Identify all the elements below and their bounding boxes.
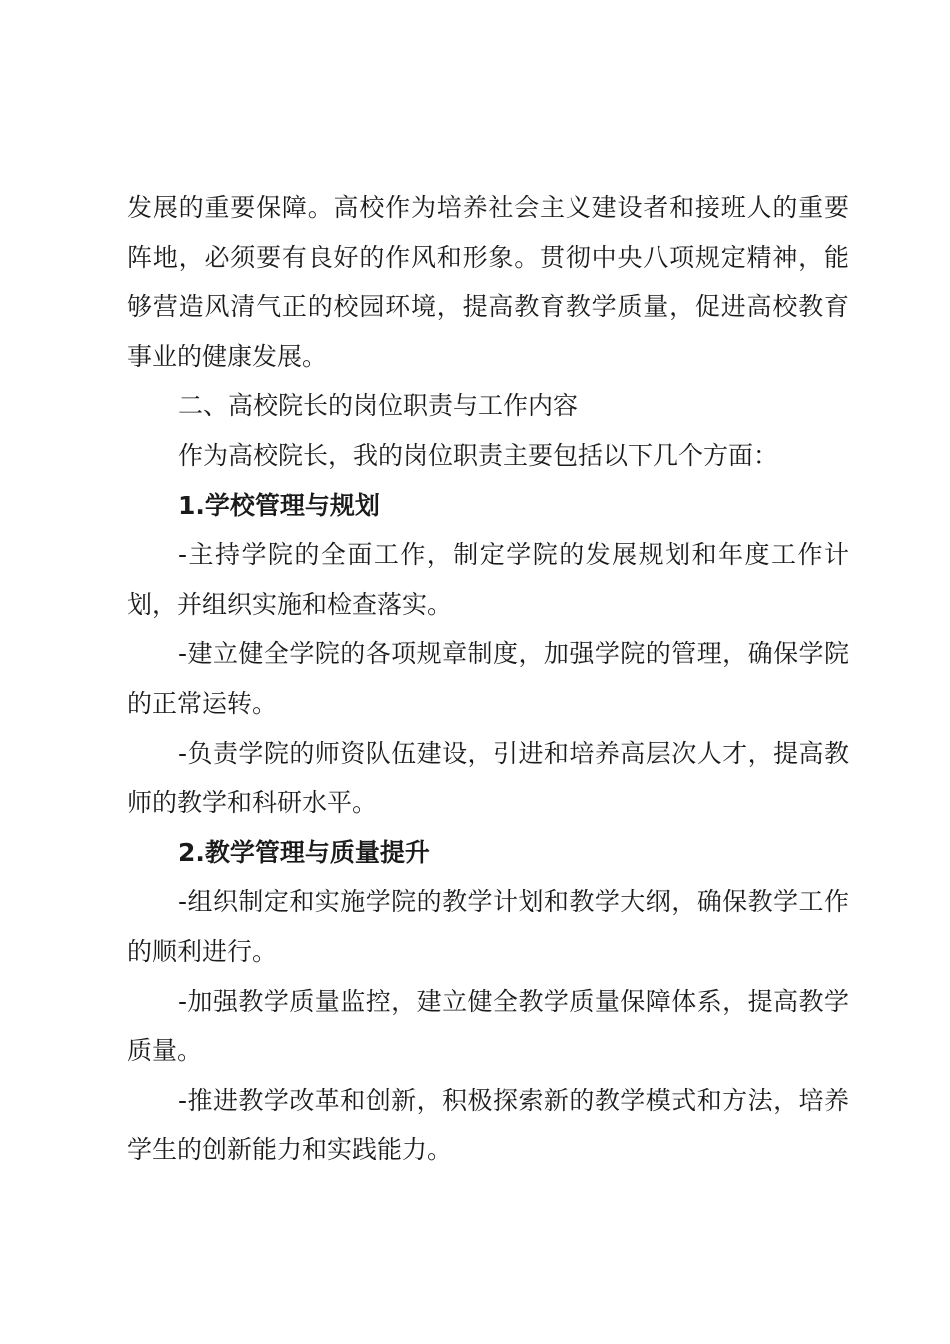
subheading-teaching-management: 2.教学管理与质量提升 xyxy=(178,837,430,867)
paragraph-duties-intro: 作为高校院长，我的岗位职责主要包括以下几个方面： xyxy=(178,440,779,470)
list-item: -加强教学质量监控，建立健全教学质量保障体系，提高教学质量。 xyxy=(127,986,849,1066)
list-item: -建立健全学院的各项规章制度，加强学院的管理，确保学院的正常运转。 xyxy=(127,639,849,718)
document-body xyxy=(127,183,849,1175)
paragraph-intro-continuation: 发展的重要保障。高校作为培养社会主义建设者和接班人的重要阵地，必须要有良好的作风和形象。贯彻中央八项规定精神，能够营造风清气正的校园环境，提高教育教学质量，促进高校教育事业的健康发展。 xyxy=(127,193,849,371)
subheading-school-management: 1.学校管理与规划 xyxy=(178,490,380,520)
list-item: -推进教学改革和创新，积极探索新的教学模式和方法，培养学生的创新能力和实践能力。 xyxy=(127,1085,849,1165)
list-item: -主持学院的全面工作，制定学院的发展规划和年度工作计划，并组织实施和检查落实。 xyxy=(127,540,849,619)
section-title: 二、高校院长的岗位职责与工作内容 xyxy=(178,391,579,421)
list-item: -负责学院的师资队伍建设，引进和培养高层次人才，提高教师的教学和科研水平。 xyxy=(127,738,849,818)
list-item: -组织制定和实施学院的教学计划和教学大纲，确保教学工作的顺利进行。 xyxy=(127,887,849,966)
